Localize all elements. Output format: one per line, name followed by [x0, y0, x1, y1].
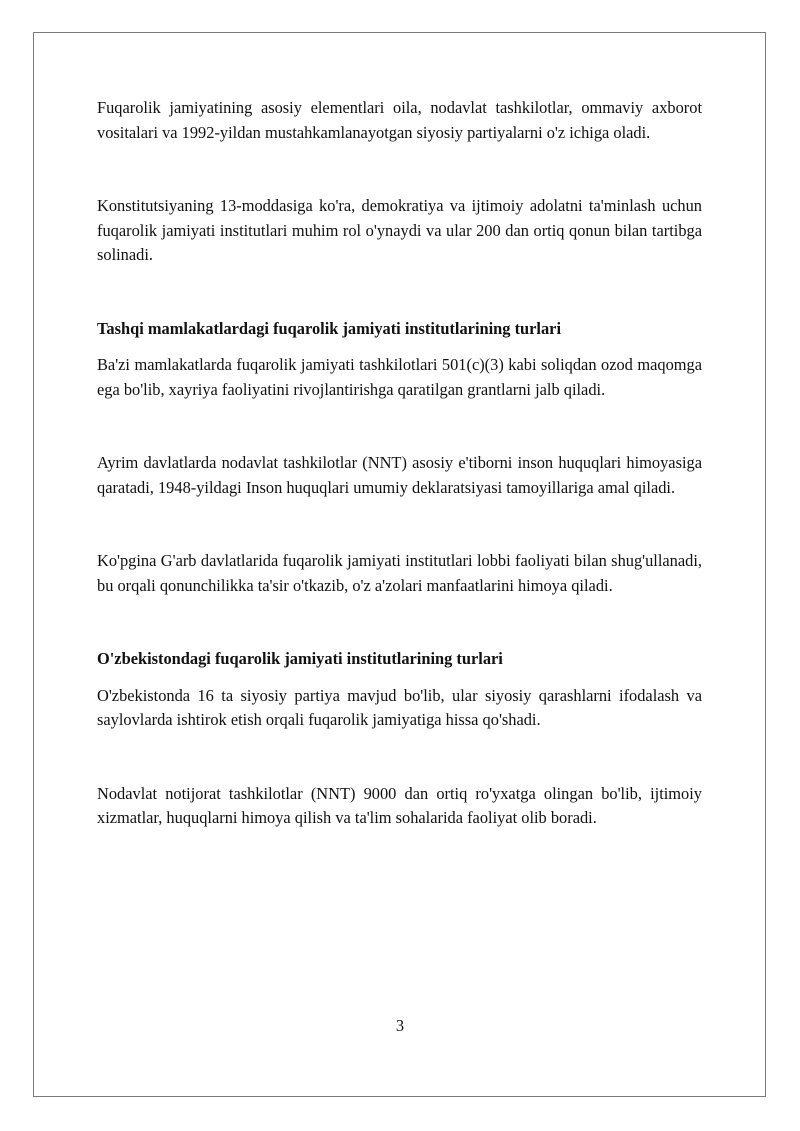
section-heading-uzbekistan: O'zbekistondagi fuqarolik jamiyati institutlarining turlari [97, 649, 503, 668]
paragraph-political-parties: O'zbekistonda 16 ta siyosiy partiya mavjud bo'lib, ular siyosiy qarashlarni ifodalash va saylovlarda ishtirok etish orqali fuqarolik jamiyatiga hissa qo'shadi. [97, 685, 702, 729]
paragraph-human-rights-ngo: Ayrim davlatlarda nodavlat tashkilotlar (NNT) asosiy e'tiborni inson huquqlari himoyasiga qaratadi, 1948-yildagi Inson huquqlari umumiy deklaratsiyasi tamoyillariga amal qiladi. [97, 453, 702, 497]
paragraph-tax-exempt-status: Ba'zi mamlakatlarda fuqarolik jamiyati tashkilotlari 501(c)(3) kabi soliqdan ozod maqomga ega bo'lib, xayriya faoliyatini rivojlantirishga qaratilgan grantlarni jalb qiladi. [97, 355, 702, 399]
paragraph-constitution-article-13: Konstitutsiyaning 13-moddasiga ko'ra, demokratiya va ijtimoiy adolatni ta'minlash uchun fuqarolik jamiyati institutlari muhim rol o'ynaydi va ular 200 dan ortiq qonun bilan tartibga solinadi. [97, 196, 702, 264]
paragraph-lobbying: Ko'pgina G'arb davlatlarida fuqarolik jamiyati institutlari lobbi faoliyati bilan shug'ullanadi, bu orqali qonunchilikka ta'sir o'tkazib, o'z a'zolari manfaatlarini himoya qiladi. [97, 551, 702, 595]
section-heading-foreign: Tashqi mamlakatlardagi fuqarolik jamiyati institutlarining turlari [97, 318, 562, 338]
paragraph-ngos-uzbekistan: Nodavlat notijorat tashkilotlar (NNT) 9000 dan ortiq ro'yxatga olingan bo'lib, ijtimoiy xizmatlar, huquqlarni himoya qilish va ta'lim sohalarida faoliyat olib boradi. [97, 783, 702, 827]
page-number: 3 [395, 1016, 405, 1035]
document-body [97, 96, 702, 831]
paragraph-civil-society-elements: Fuqarolik jamiyatining asosiy elementlari oila, nodavlat tashkilotlar, ommaviy axborot vositalari va 1992-yildan mustahkamlanayotgan siyosiy partiyalarni o'z ichiga oladi. [97, 98, 702, 142]
